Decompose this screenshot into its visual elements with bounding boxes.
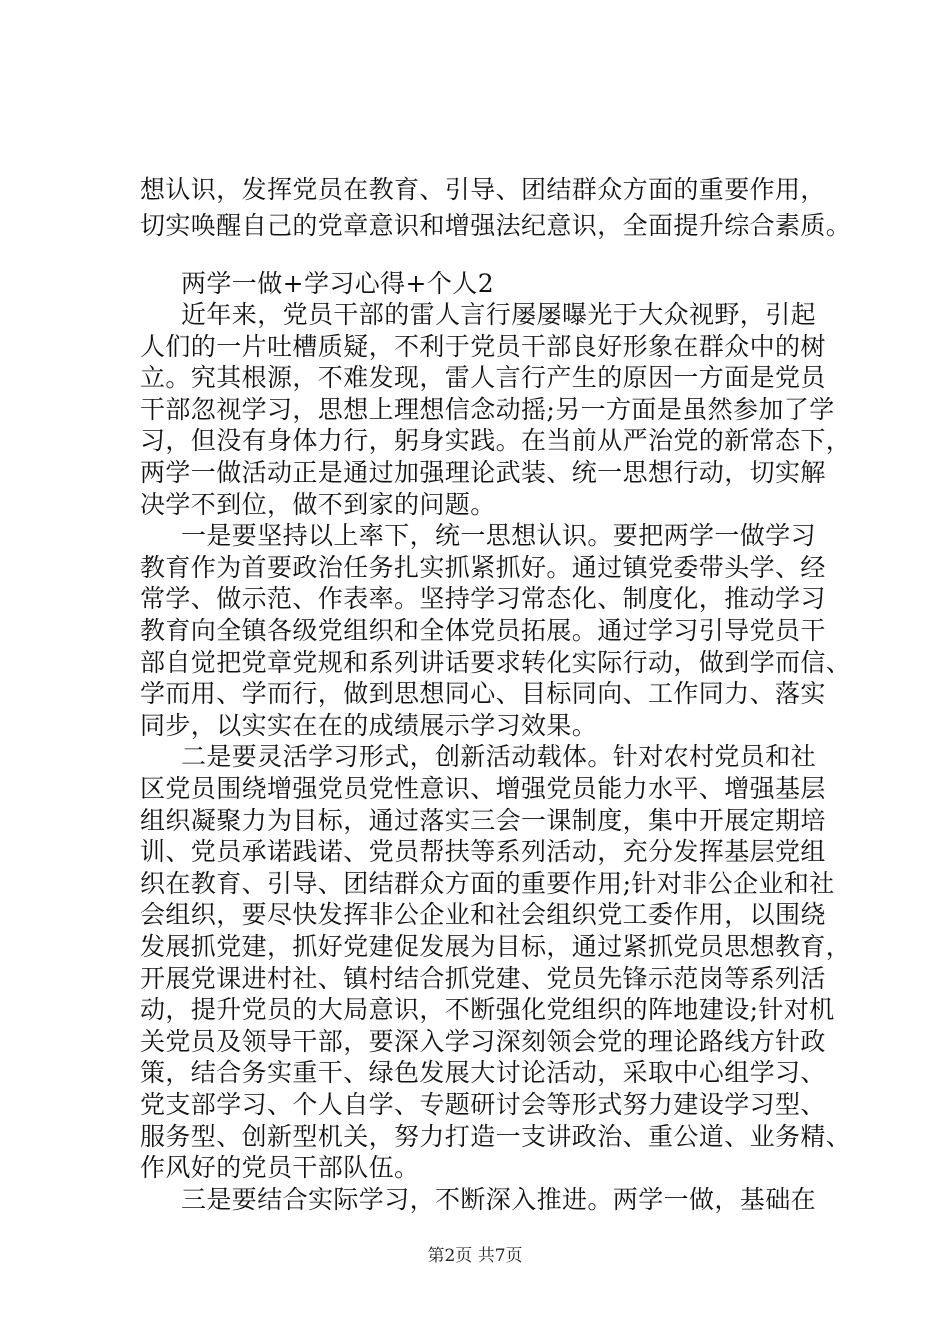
- text-line: 教育向全镇各级党组织和全体党员拓展。通过学习引导党员干: [140, 616, 826, 645]
- text-line: 作风好的党员干部队伍。: [140, 1153, 420, 1182]
- text-line: 会组织，要尽快发挥非公企业和社会组织党工委作用，以围绕: [140, 900, 826, 929]
- text-line: 织在教育、引导、团结群众方面的重要作用;针对非公企业和社: [140, 869, 835, 898]
- text-line: 决学不到位，做不到家的问题。: [140, 490, 496, 519]
- paragraph-first-line: 近年来，党员干部的雷人言行屡屡曝光于大众视野，引起: [181, 300, 817, 329]
- section-heading: 两学一做+学习心得+个人2: [181, 269, 495, 298]
- text-line: 部自觉把党章党规和系列讲话要求转化实际行动，做到学而信、: [140, 648, 852, 677]
- text-line: 立。究其根源，不难发现，雷人言行产生的原因一方面是党员: [140, 363, 826, 392]
- text-line: 关党员及领导干部，要深入学习深刻领会党的理论路线方针政: [140, 1027, 826, 1056]
- text-line: 切实唤醒自己的党章意识和增强法纪意识，全面提升综合素质。: [140, 211, 852, 240]
- text-line: 发展抓党建，抓好党建促发展为目标，通过紧抓党员思想教育，: [140, 932, 852, 961]
- text-line: 区党员围绕增强党员党性意识、增强党员能力水平、增强基层: [140, 774, 826, 803]
- text-line: 组织凝聚力为目标，通过落实三会一课制度，集中开展定期培: [140, 806, 826, 835]
- text-line: 动，提升党员的大局意识，不断强化党组织的阵地建设;针对机: [140, 995, 835, 1024]
- text-line: 党支部学习、个人自学、专题研讨会等形式努力建设学习型、: [140, 1090, 826, 1119]
- text-line: 学而用、学而行，做到思想同心、目标同向、工作同力、落实: [140, 679, 826, 708]
- text-line: 策，结合务实重干、绿色发展大讨论活动，采取中心组学习、: [140, 1058, 826, 1087]
- text-line: 两学一做活动正是通过加强理论武装、统一思想行动，切实解: [140, 458, 826, 487]
- text-line: 训、党员承诺践诺、党员帮扶等系列活动，充分发挥基层党组: [140, 837, 826, 866]
- text-line: 想认识，发挥党员在教育、引导、团结群众方面的重要作用，: [140, 175, 826, 204]
- text-line: 常学、做示范、作表率。坚持学习常态化、制度化，推动学习: [140, 584, 826, 613]
- paragraph-first-line: 二是要灵活学习形式，创新活动载体。针对农村党员和社: [181, 742, 817, 771]
- text-line: 人们的一片吐槽质疑，不利于党员干部良好形象在群众中的树: [140, 332, 826, 361]
- text-line: 服务型、创新型机关，努力打造一支讲政治、重公道、业务精、: [140, 1122, 852, 1151]
- paragraph-first-line: 一是要坚持以上率下，统一思想认识。要把两学一做学习: [181, 521, 817, 550]
- page-footer: 第2页 共7页: [427, 1246, 523, 1266]
- paragraph-first-line: 三是要结合实际学习，不断深入推进。两学一做，基础在: [181, 1185, 817, 1214]
- text-line: 干部忽视学习，思想上理想信念动摇;另一方面是虽然参加了学: [140, 395, 835, 424]
- text-line: 教育作为首要政治任务扎实抓紧抓好。通过镇党委带头学、经: [140, 553, 826, 582]
- text-line: 习，但没有身体力行，躬身实践。在当前从严治党的新常态下，: [140, 426, 852, 455]
- text-line: 同步，以实实在在的成绩展示学习效果。: [140, 711, 598, 740]
- text-line: 开展党课进村社、镇村结合抓党建、党员先锋示范岗等系列活: [140, 964, 826, 993]
